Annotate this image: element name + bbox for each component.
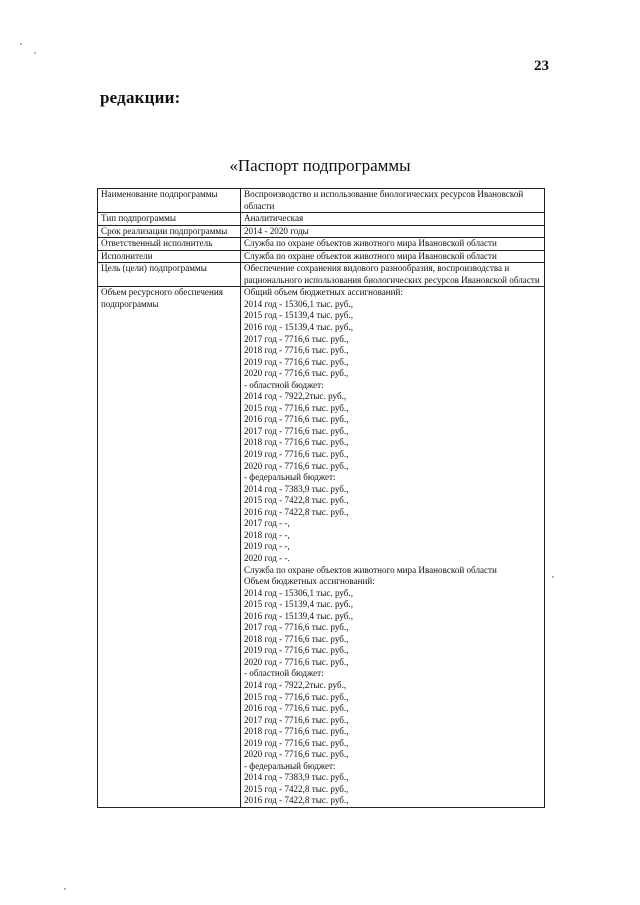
row-label-term: Срок реализации подпрограммы [98,225,241,238]
row-label-executor-resp: Ответственный исполнитель [98,238,241,251]
table-row [98,263,545,287]
resource-line: 2017 год - 7716,6 тыс. руб., [244,714,349,725]
resource-line: Служба по охране объектов животного мира Ивановской области [244,564,497,575]
table-row [98,225,545,238]
resource-line: 2014 год - 15306,1 тыс. руб., [244,587,353,598]
table-row [98,287,545,808]
resource-line: 2019 год - 7716,6 тыс. руб., [244,356,349,367]
resource-line: 2020 год - 7716,6 тыс. руб., [244,460,349,471]
resource-line: 2015 год - 7422,8 тыс. руб., [244,783,349,794]
resource-line: Общий объем бюджетных ассигнований: [244,287,403,298]
table-row [98,213,545,226]
resource-line: - федеральный бюджет: [244,760,336,771]
resource-line: - областной бюджет: [244,668,324,679]
row-value-executor-resp: Служба по охране объектов животного мира Ивановской области [241,238,545,251]
row-value-resources [241,287,545,808]
resource-line: Объем бюджетных ассигнований: [244,576,375,587]
resource-line: 2018 год - 7716,6 тыс. руб., [244,633,349,644]
row-label-type: Тип подпрограммы [98,213,241,226]
resource-line: 2015 год - 15139,4 тыс. руб., [244,599,353,610]
document-title: «Паспорт подпрограммы [229,156,411,175]
resource-line: 2017 год - 7716,6 тыс. руб., [244,622,349,633]
resource-line: 2018 год - 7716,6 тыс. руб., [244,437,349,448]
resource-line: 2014 год - 7922,2тыс. руб., [244,391,347,402]
resource-line: 2017 год - -, [244,518,290,529]
row-label-executors: Исполнители [98,250,241,263]
resource-line: 2019 год - -, [244,541,290,552]
resource-line: 2018 год - 7716,6 тыс. руб., [244,726,349,737]
row-value-type: Аналитическая [241,213,545,226]
row-value-term: 2014 - 2020 годы [241,225,545,238]
resource-line: 2015 год - 15139,4 тыс. руб., [244,310,353,321]
resource-line: 2016 год - 15139,4 тыс. руб., [244,610,353,621]
table-row [98,238,545,251]
resource-line: 2019 год - 7716,6 тыс. руб., [244,737,349,748]
row-value-name: Воспроизводство и использование биологических ресурсов Ивановской области [241,189,545,213]
resource-line: 2019 год - 7716,6 тыс. руб., [244,645,349,656]
resource-line: 2014 год - 7383,9 тыс. руб., [244,483,349,494]
row-label-name: Наименование подпрограммы [98,189,241,213]
intro-text: редакции: [100,88,181,107]
resource-line: 2015 год - 7716,6 тыс. руб., [244,402,349,413]
resource-line: 2020 год - 7716,6 тыс. руб., [244,368,349,379]
table-row [98,250,545,263]
row-value-executors: Служба по охране объектов животного мира Ивановской области [241,250,545,263]
resource-line: 2020 год - 7716,6 тыс. руб., [244,656,349,667]
resource-line: 2016 год - 7422,8 тыс. руб., [244,795,349,806]
resource-line: 2017 год - 7716,6 тыс. руб., [244,333,349,344]
scan-speck [20,43,22,45]
table-row [98,189,545,213]
resource-line: 2015 год - 7422,8 тыс. руб., [244,495,349,506]
resource-line: 2016 год - 7716,6 тыс. руб., [244,414,349,425]
scan-speck [64,888,66,890]
resource-line: 2018 год - 7716,6 тыс. руб., [244,345,349,356]
resource-line: 2017 год - 7716,6 тыс. руб., [244,425,349,436]
resource-line: 2019 год - 7716,6 тыс. руб., [244,449,349,460]
resource-line: 2014 год - 15306,1 тыс. руб., [244,298,353,309]
resource-line: 2020 год - 7716,6 тыс. руб., [244,749,349,760]
resource-line: 2016 год - 15139,4 тыс. руб., [244,322,353,333]
row-label-goal: Цель (цели) подпрограммы [98,263,241,287]
resource-line: 2020 год - -. [244,552,290,563]
scan-speck [34,52,36,54]
resource-line: 2016 год - 7422,8 тыс. руб., [244,506,349,517]
passport-table [97,188,545,808]
resource-line: - областной бюджет: [244,379,324,390]
page-number: 23 [534,58,549,74]
row-label-resources: Объем ресурсного обеспечения подпрограммы [98,287,241,808]
resource-line: 2014 год - 7922,2тыс. руб., [244,679,347,690]
resource-line: 2016 год - 7716,6 тыс. руб., [244,703,349,714]
row-value-goal: Обеспечение сохранения видового разнообразия, воспроизводства и рационального использования биологических ресурсов Ивановской области [241,263,545,287]
scan-speck [552,576,554,578]
resource-line: 2014 год - 7383,9 тыс. руб., [244,772,349,783]
resource-line: 2018 год - -, [244,529,290,540]
resource-line: - федеральный бюджет: [244,472,336,483]
resource-line: 2015 год - 7716,6 тыс. руб., [244,691,349,702]
